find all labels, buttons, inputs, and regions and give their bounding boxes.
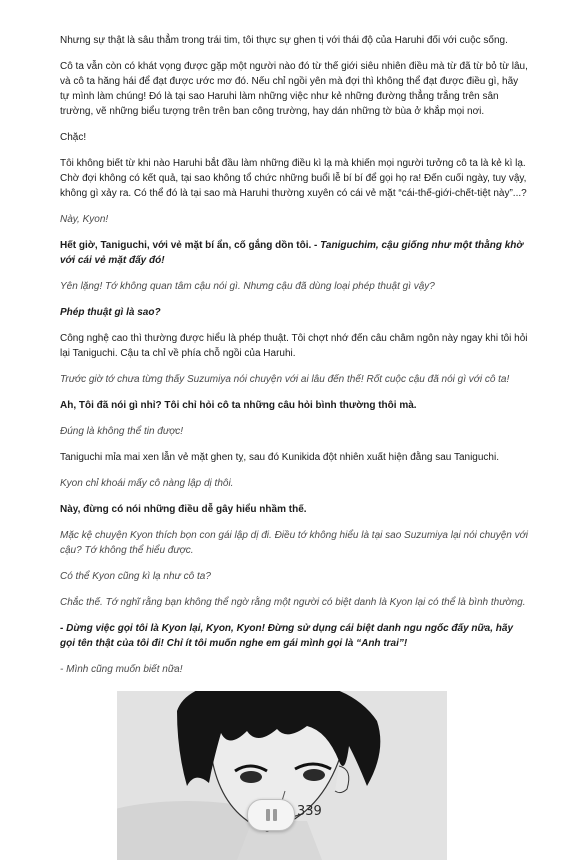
paragraph-bold-part: Hết giờ, Taniguchi, với vẻ mặt bí ẩn, cố gắng dồn tôi. - — [60, 240, 321, 251]
document-text — [60, 33, 528, 688]
pause-icon — [247, 799, 295, 831]
paragraph: Công nghệ cao thì thường được hiểu là phép thuật. Tôi chợt nhớ đến câu châm ngôn này ngay khi tôi hỏi lại Taniguchi. Cậu ta chỉ về phía chỗ ngồi của Haruhi. — [60, 333, 528, 359]
paragraph: Chặc! — [60, 132, 87, 143]
paragraph — [60, 238, 528, 268]
paragraph: Trước giờ tớ chưa từng thấy Suzumiya nói chuyện với ai lâu đến thế! Rốt cuộc cậu đã nói gì với cô ta! — [60, 374, 510, 385]
paragraph: Phép thuật gì là sao? — [60, 307, 161, 318]
paragraph: Nhưng sự thật là sâu thẳm trong trái tim, tôi thực sự ghen tị với thái độ của Haruhi đối với cuộc sống. — [60, 35, 508, 46]
paragraph: - Mình cũng muốn biết nữa! — [60, 664, 183, 675]
paragraph-bolditalic-part: Taniguchim, cậu giống như một thằng khờ với cái vẻ mặt đấy đó! — [60, 240, 524, 266]
paragraph: Mặc kệ chuyện Kyon thích bọn con gái lập dị đi. Điều tớ không hiểu là tại sao Suzumiya lại nói chuyện với cậu? Tớ không thể hiểu được. — [60, 530, 528, 556]
paragraph: Này, đừng có nói những điều dễ gây hiểu nhầm thế. — [60, 504, 307, 515]
paragraph: Có thể Kyon cũng kì lạ như cô ta? — [60, 571, 211, 582]
paragraph: Kyon chỉ khoái mấy cô nàng lập dị thôi. — [60, 478, 234, 489]
paragraph: Taniguchi mỉa mai xen lẫn vẻ mặt ghen tỵ, sau đó Kunikida đột nhiên xuất hiện đằng sau Taniguchi. — [60, 452, 499, 463]
paragraph: Này, Kyon! — [60, 214, 109, 225]
character-illustration — [117, 691, 447, 860]
page-number-badge — [247, 799, 357, 829]
illustration-panel — [117, 691, 447, 860]
paragraph: Chắc thế. Tớ nghĩ rằng bạn không thể ngờ rằng một người có biệt danh là Kyon lại có thể là bình thường. — [60, 597, 526, 608]
paragraph: - Dừng việc gọi tôi là Kyon lại, Kyon, Kyon! Đừng sử dụng cái biệt danh ngu ngốc đấy nữa, hãy gọi tên thật của tôi đi! Chỉ ít tôi muốn nghe em gái mình gọi là “Anh trai”! — [60, 623, 514, 649]
paragraph: Cô ta vẫn còn có khát vọng được gặp một người nào đó từ thế giới siêu nhiên điều mà từ đã từ bỏ từ lâu, và cô ta hăng hái để đạt được ước mơ đó. Nếu chỉ ngồi yên mà đợi thì không thể đạt được điều gì, hãy tự mình làm chúng! Đó là tại sao Haruhi làm những việc như kẻ những đường thẳng trắng trên sân trường, vẽ những biểu tượng trên trên ban công trường, hay dán những tờ bùa ở khắp mọi nơi. — [60, 61, 528, 117]
page-number: 339 — [297, 804, 322, 819]
paragraph: Ah, Tôi đã nói gì nhỉ? Tôi chỉ hỏi cô ta những câu hỏi bình thường thôi mà. — [60, 400, 417, 411]
paragraph: Đúng là không thể tin được! — [60, 426, 184, 437]
paragraph: Yên lặng! Tớ không quan tâm cậu nói gì. Nhưng cậu đã dùng loại phép thuật gì vậy? — [60, 281, 435, 292]
paragraph: Tôi không biết từ khi nào Haruhi bắt đầu làm những điều kì lạ mà khiến mọi người tưởng cô ta là kẻ kì lạ. Chờ đợi không có kết quả, tại sao không tổ chức những buổi lễ bí bí để gọi họ ra! Đến cuối ngày, tuy vậy, không gì xảy ra. Có thể đó là tại sao mà Haruhi thường xuyên có cái vẻ mặt “cái-thế-giới-chết-tiệt này”...? — [60, 158, 527, 199]
